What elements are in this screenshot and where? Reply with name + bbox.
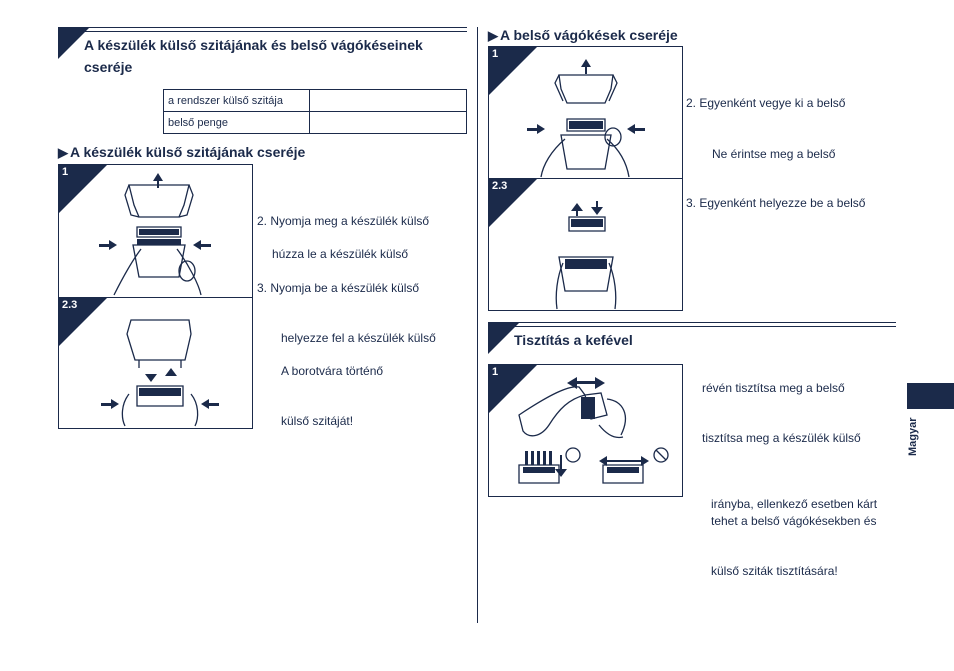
cleaning-top-rule xyxy=(488,322,896,323)
step-text: külső szitáját! xyxy=(281,414,354,428)
language-tab-label: Magyar xyxy=(907,417,919,456)
legend-value xyxy=(310,112,467,134)
figure-number: 2.3 xyxy=(62,299,78,311)
figure-number: 1 xyxy=(492,366,499,378)
sub-heading-inner-blades: ▶ A belső vágókések cseréje xyxy=(488,27,678,43)
table-row xyxy=(164,90,467,112)
step-text: 2. Egyenként vegye ki a belső xyxy=(686,96,846,110)
legend-label: belső penge xyxy=(164,112,310,134)
step-text: 3. Nyomja be a készülék külső xyxy=(257,281,420,295)
legend-value xyxy=(310,90,467,112)
column-divider xyxy=(477,27,478,623)
table-row xyxy=(164,112,467,134)
arrow-right-marker-icon: ▶ xyxy=(58,145,68,160)
shaver-head-illustration xyxy=(59,165,252,297)
step-text: 2. Nyomja meg a készülék külső xyxy=(257,214,430,228)
parts-legend-table xyxy=(163,89,467,134)
figure-number: 2.3 xyxy=(492,180,508,192)
language-tab xyxy=(907,383,954,409)
shaver-head-illustration xyxy=(489,179,682,310)
cleaning-text: tehet a belső vágókésekben és xyxy=(711,514,877,528)
figure-insert-inner-blades xyxy=(488,178,683,311)
cleaning-text: külső sziták tisztítására! xyxy=(711,564,838,578)
cleaning-top-rule-2 xyxy=(488,326,896,327)
figure-attach-outer-foil xyxy=(58,297,253,429)
figure-number: 1 xyxy=(62,166,69,178)
arrow-right-marker-icon: ▶ xyxy=(488,28,498,43)
step-text: Ne érintse meg a belső xyxy=(712,147,836,161)
figure-brush-cleaning xyxy=(488,364,683,497)
cleaning-text: révén tisztítsa meg a belső xyxy=(702,381,845,395)
sub-heading-outer-foil: ▶ A készülék külső szitájának cseréje xyxy=(58,144,306,160)
step-text: A borotvára történő xyxy=(281,364,384,378)
step-text: 3. Egyenként helyezze be a belső xyxy=(686,196,866,210)
left-top-rule xyxy=(58,27,467,28)
cleaning-text: irányba, ellenkező esetben kárt xyxy=(711,497,878,511)
step-text: helyezze fel a készülék külső xyxy=(281,331,436,345)
cleaning-heading: Tisztítás a kefével xyxy=(514,332,633,348)
figure-number: 1 xyxy=(492,48,499,60)
step-text: húzza le a készülék külső xyxy=(272,247,409,261)
shaver-head-illustration xyxy=(59,298,252,428)
left-top-rule-2 xyxy=(58,31,467,32)
cleaning-text: tisztítsa meg a készülék külső xyxy=(702,431,861,445)
main-heading: A készülék külső szitájának és belső vágókéseinek cseréje xyxy=(84,37,423,75)
legend-label: a rendszer külső szitája xyxy=(164,90,310,112)
brush-icon xyxy=(489,365,682,496)
figure-remove-outer-foil xyxy=(58,164,253,298)
shaver-head-illustration xyxy=(489,47,682,178)
figure-remove-inner-blades xyxy=(488,46,683,179)
